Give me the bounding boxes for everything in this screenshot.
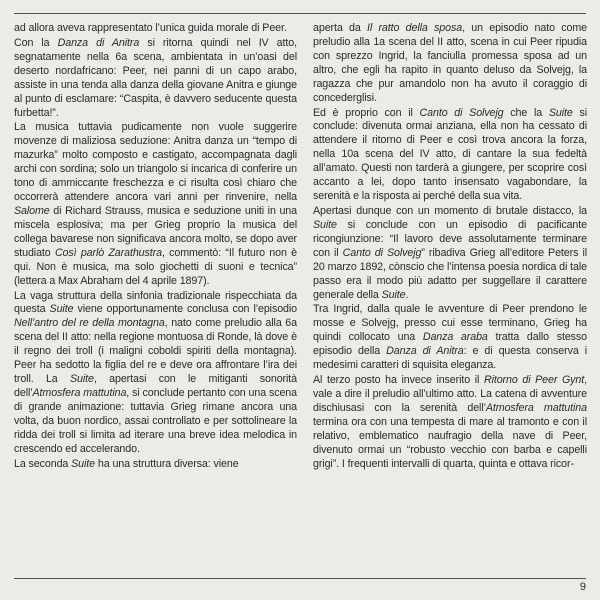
text-run: ha una struttura diversa: viene (95, 457, 239, 470)
text-run: si conclude: divenuta ormai anziana, ella non ha cessato di attendere il ritorno di Peer e così trova ancora la forza, nella 10a scena del IV atto, di cantare la sua fedeltà all’amato. Questi non tarderà a giungere, per scoprire così accanto a lei, dopo tanto insensato vagabondare, la serenità e la risposta ai perché della sua vita. (313, 106, 587, 203)
italic-title: Danza araba (422, 331, 488, 344)
paragraph (313, 205, 587, 302)
italic-title: Suite (49, 303, 74, 316)
italic-title: Suite (70, 373, 94, 386)
text-run: , nato come preludio alla 6a scena del II atto: nella regione montuosa di Ronde, là dove è il regno dei troll (i maligni coboldi spiriti della montagna). Peer ha sedotto la figlia del re e deve ora affrontare l’ira dei troll. La (14, 317, 297, 386)
italic-title: Il ratto della sposa (367, 22, 463, 34)
paragraph (14, 458, 297, 472)
right-column (313, 22, 587, 578)
text-run: . (405, 288, 409, 301)
page-number: 9 (579, 581, 586, 593)
text-run: Con la (14, 36, 58, 49)
text-run: , commentò: “Il futuro non è qui. Non è musica, ma solo giochetti di suoni e tecnica” (lettera a Max Abraham del 4 aprile 1897). (14, 246, 297, 287)
text-run: si ritorna quindi nel IV atto, segnatamente nella 6a scena, ambientata in un’oasi del deserto nordafricano: Peer, nei panni di un capo arabo, assiste in una tenda alla danza della giovane Anitra e giunge al punto di esclamare: “Caspita, è davvero seducente questa furbetta!”. (14, 36, 297, 119)
italic-title: Nell’antro del re della montagna (14, 317, 165, 330)
text-run: si conclude con un episodio di pacificante ricongiunzione: “Il lavoro deve assolutamente terminare con il (313, 218, 587, 259)
text-run: , un episodio nato come preludio alla 1a scena del II atto, scena in cui Peer ripudia con sprezzo Ingrid, la fanciulla promessa sposa ad un altro, che egli ha rapito in quanto deluso da Solvejg, la ragazza che pur amandolo non ha avuto il coraggio di concederglisi. (313, 22, 587, 104)
text-run: di Richard Strauss, musica e seduzione uniti in una miscela esplosiva; ma per Grieg proprio la musica del collega bavarese non significava ancora molto, se dopo aver studiato (14, 204, 297, 259)
text-run: ad allora aveva rappresentato l’unica guida morale di Peer. (14, 22, 287, 34)
paragraph (14, 37, 297, 121)
bottom-rule (14, 578, 586, 579)
italic-title: Danza di Anitra (386, 345, 464, 358)
italic-title: Atmosfera mattutina (485, 401, 587, 414)
text-run: : e di questa conserva i medesimi caratteri di squisita eleganza. (313, 345, 587, 372)
left-column (14, 22, 297, 578)
text-run: viene opportunamente conclusa con l’episodio (73, 303, 297, 316)
top-rule (14, 13, 586, 14)
italic-title: Atmosfera mattutina (32, 386, 127, 399)
text-run: , si conclude pertanto con una scena di grande animazione: tuttavia Grieg rimane ancora una volta, da buon nordico, assai controllato e per sottolineare la ridda dei troll si limita ad iterare una breve idea melodica in crescendo ed accelerando. (14, 386, 297, 455)
paragraph (14, 290, 297, 457)
paragraph (14, 22, 297, 36)
text-run: La musica tuttavia pudicamente non vuole suggerire movenze di maliziosa seduzione: Anitra danza un “tempo di mazurka” molto composto e castigato, accompagnata dagli archi con sordina; solo un triangolo si incarica di conferire un tono di ammiccante freschezza e ci risulta così chiaro che occorrerà attendere ancora vari anni per rinvenire, nella (14, 121, 297, 204)
italic-title: Salome (14, 204, 50, 217)
italic-title: Ritorno di Peer Gynt (483, 374, 585, 387)
text-run: , apertasi con le mitiganti sonorità dell’ (14, 373, 297, 399)
italic-title: Canto di Solvejg (342, 246, 422, 259)
text-run: ” ribadiva Grieg all’editore Peters il 20 marzo 1892, cònscio che l’intensa poesia nordica di tale passo era il modo più adatto per suggellare il carattere generale della (313, 246, 587, 301)
paragraph (14, 121, 297, 288)
paragraph (313, 22, 587, 106)
text-run: , vale a dire il preludio all’ultimo atto. La catena di avventure dischiusasi con la serenità dell’ (313, 374, 587, 414)
italic-title: Danza di Anitra (57, 36, 140, 49)
italic-title: Suite (313, 218, 337, 231)
italic-title: Così parlò Zarathustra (54, 246, 162, 259)
paragraph (313, 374, 587, 471)
text-run: Tra Ingrid, dalla quale le avventure di Peer prendono le mosse e Solvejg, presso cui esse terminano, Grieg ha quindi collocato una (313, 303, 587, 344)
text-run: Al terzo posto ha invece inserito il (313, 374, 484, 387)
text-run: aperta da (313, 22, 368, 34)
italic-title: Canto di Solvejg (419, 106, 504, 119)
text-run: tratta dallo stesso episodio della (313, 331, 587, 358)
text-run: Ed è proprio con il (313, 106, 420, 119)
text-run: Apertasi dunque con un momento di brutale distacco, la (313, 204, 587, 217)
text-run: La vaga struttura della sinfonia tradizionale rispecchiata da questa (14, 289, 297, 316)
italic-title: Suite (381, 288, 406, 301)
italic-title: Suite (548, 106, 573, 119)
text-run: che la (503, 106, 549, 119)
italic-title: Suite (71, 457, 96, 470)
paragraph (313, 303, 587, 373)
paragraph (313, 107, 587, 204)
text-run: La seconda (14, 457, 72, 470)
text-run: termina ora con una tempesta di mare al tramonto e con il relativo, emblematico naufragio della nave di Peer, divenuto ormai un “robusto vecchio con barba e capelli grigi”. I frequenti intervalli di quarta, quinta e ottava ricor- (313, 415, 587, 470)
